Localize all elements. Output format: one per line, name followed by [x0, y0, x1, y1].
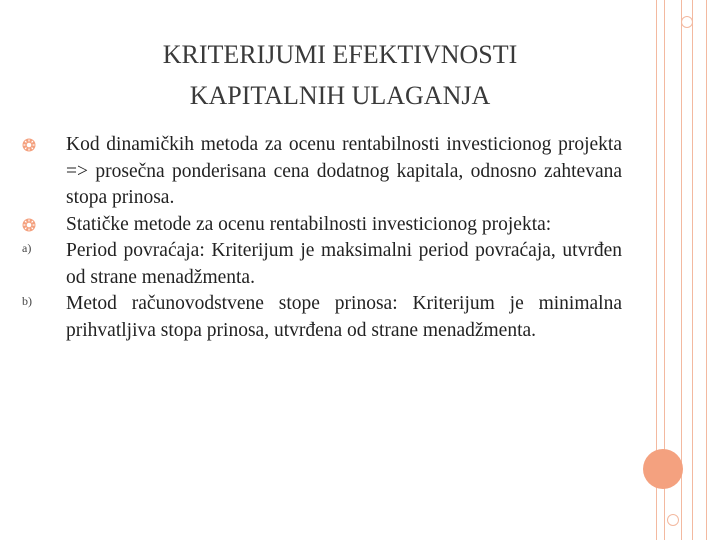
bullet-icon: [22, 132, 66, 159]
slide-title: [60, 34, 620, 116]
slide-title-line: KAPITALNIH ULAGANJA: [189, 81, 491, 110]
decorative-rail: [681, 0, 682, 540]
list-item: [22, 132, 622, 212]
list-item: [22, 291, 622, 344]
decorative-circle-icon: [667, 514, 679, 526]
list-item-text: Kod dinamičkih metoda za ocenu rentabilnosti investicionog projekta => prosečna ponderisana cena dodatnog kapitala, odnosno zahtevana stopa prinosa.: [66, 134, 622, 208]
decorative-circle-icon: [643, 449, 683, 489]
bullet-list: [22, 132, 622, 344]
decorative-rail: [692, 0, 693, 540]
list-item-text: Metod računovodstvene stope prinosa: Kriterijum je minimalna prihvatljiva stopa prinosa, utvrđena od strane menadžmenta.: [66, 293, 622, 341]
decorative-circle-icon: [681, 16, 693, 28]
list-item-text: Period povraćaja: Kriterijum je maksimalni period povraćaja, utvrđen od strane menadžmenta.: [66, 240, 622, 288]
slide-title-line: KRITERIJUMI EFEKTIVNOSTI: [162, 40, 518, 69]
list-marker: b): [22, 294, 32, 308]
list-item: [22, 212, 622, 239]
list-item-text: Statičke metode za ocenu rentabilnosti investicionog projekta:: [66, 213, 552, 235]
list-marker: a): [22, 241, 32, 255]
decorative-rail: [706, 0, 707, 540]
list-item: [22, 238, 622, 291]
